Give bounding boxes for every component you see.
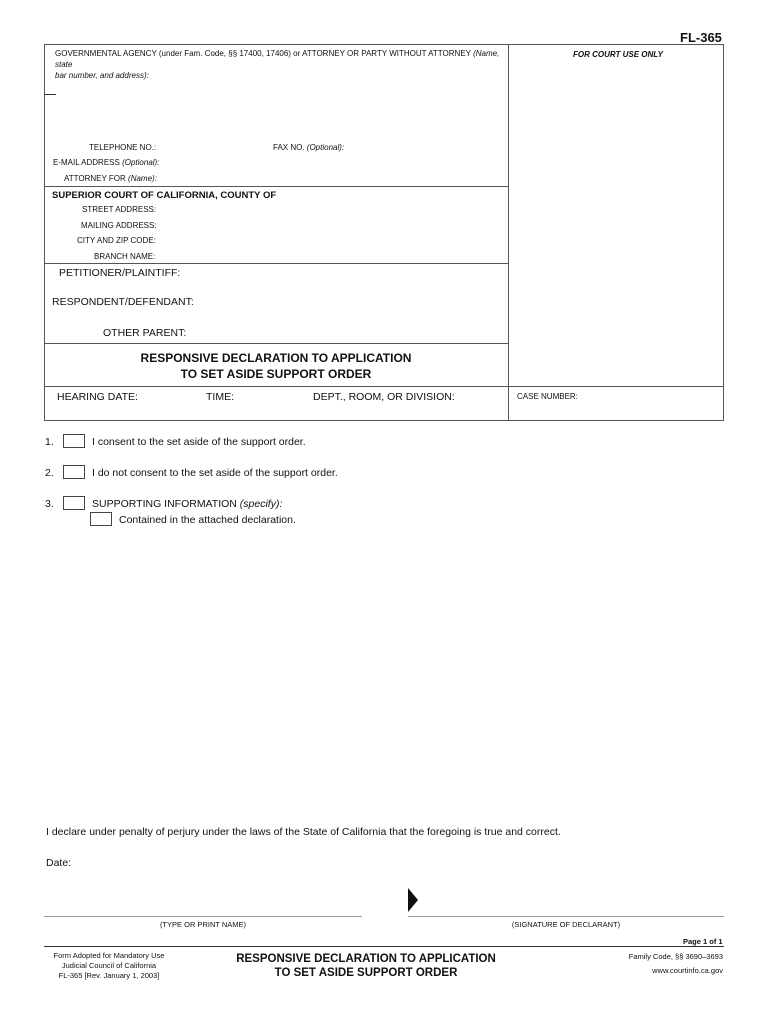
court-title: SUPERIOR COURT OF CALIFORNIA, COUNTY OF [52,190,277,201]
item-1-text: I consent to the set aside of the support order. [92,436,306,448]
item-3-attached-text: Contained in the attached declaration. [119,514,296,526]
signature-line[interactable] [408,916,724,917]
branch-name-label: BRANCH NAME: [94,252,156,261]
item-3-number: 3. [45,498,54,510]
case-number-label: CASE NUMBER: [517,392,578,401]
item-1-checkbox[interactable] [63,434,85,448]
hearing-time-label: TIME: [206,391,234,403]
website-link[interactable]: www.courtinfo.ca.gov [652,966,723,975]
hearing-date-label: HEARING DATE: [57,391,138,403]
form-title: RESPONSIVE DECLARATION TO APPLICATION TO SET ASIDE SUPPORT ORDER [140,351,412,381]
page-number: Page 1 of 1 [683,937,723,946]
street-address-label: STREET ADDRESS: [82,205,157,214]
court-use-label: FOR COURT USE ONLY [573,50,663,59]
dept-label: DEPT., ROOM, OR DIVISION: [313,391,455,403]
family-code: Family Code, §§ 3690–3693 [628,952,723,961]
respondent-label: RESPONDENT/DEFENDANT: [52,296,194,308]
name-line[interactable] [44,916,362,917]
name-caption: (TYPE OR PRINT NAME) [159,920,247,929]
telephone-label: TELEPHONE NO.: [89,143,157,152]
item-3-checkbox[interactable] [63,496,85,510]
item-3-attached-checkbox[interactable] [90,512,112,526]
court-use-divider [508,44,509,421]
city-zip-label: CITY AND ZIP CODE: [77,236,156,245]
footer-title: RESPONSIVE DECLARATION TO APPLICATION TO SET ASIDE SUPPORT ORDER [236,953,496,979]
mailing-address-label: MAILING ADDRESS: [81,221,157,230]
signature-caption: (SIGNATURE OF DECLARANT) [511,920,621,929]
item-1-number: 1. [45,436,54,448]
adopted-note: Form Adopted for Mandatory Use Judicial Council of California FL-365 [Rev. January 1, 2003] [53,951,165,980]
date-label: Date: [46,857,72,869]
other-parent-label: OTHER PARENT: [103,327,187,339]
petitioner-label: PETITIONER/PLAINTIFF: [59,267,181,279]
item-2-checkbox[interactable] [63,465,85,479]
item-3-text: SUPPORTING INFORMATION (specify): [92,498,283,510]
signature-arrow-icon [408,888,420,912]
form-id: FL-365 [680,30,722,45]
perjury-declaration: I declare under penalty of perjury under the laws of the State of California that the foregoing is true and correct. [46,826,561,838]
item-2-text: I do not consent to the set aside of the support order. [92,467,338,479]
attorney-for-label: ATTORNEY FOR (Name): [64,174,157,183]
agency-label: GOVERNMENTAL AGENCY (under Fam. Code, §§ 17400, 17406) or ATTORNEY OR PARTY WITHOUT ATTORNEY (Name, state bar number, and address): [55,49,500,80]
fax-label: FAX NO. (Optional): [273,143,345,152]
email-label: E-MAIL ADDRESS (Optional): [53,158,160,167]
item-2-number: 2. [45,467,54,479]
